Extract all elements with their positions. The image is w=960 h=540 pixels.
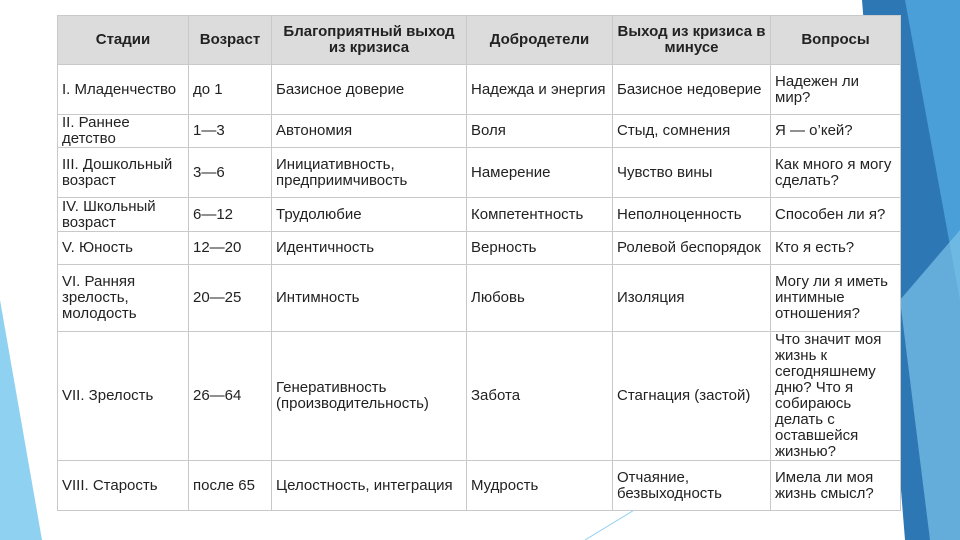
- cell-virtue: Компетентность: [467, 198, 613, 232]
- table-header-row: [58, 16, 901, 65]
- cell-positive: Инициативность, предприимчивость: [272, 148, 467, 198]
- table-row: [58, 265, 901, 332]
- cell-virtue: Намерение: [467, 148, 613, 198]
- cell-negative: Неполноценность: [613, 198, 771, 232]
- cell-question: Имела ли моя жизнь смысл?: [771, 461, 901, 511]
- cell-positive: Базисное доверие: [272, 65, 467, 115]
- cell-stage: V. Юность: [58, 232, 189, 265]
- cell-virtue: Воля: [467, 115, 613, 148]
- cell-age: до 1: [189, 65, 272, 115]
- left-light-facet: [0, 300, 42, 540]
- cell-age: 26—64: [189, 332, 272, 461]
- table-row: [58, 332, 901, 461]
- cell-stage: VIII. Старость: [58, 461, 189, 511]
- cell-virtue: Надежда и энергия: [467, 65, 613, 115]
- cell-negative: Базисное недоверие: [613, 65, 771, 115]
- cell-age: 12—20: [189, 232, 272, 265]
- cell-question: Я — о’кей?: [771, 115, 901, 148]
- cell-positive: Целостность, интеграция: [272, 461, 467, 511]
- cell-negative: Ролевой беспорядок: [613, 232, 771, 265]
- cell-age: 1—3: [189, 115, 272, 148]
- header-questions: Вопросы: [771, 16, 901, 65]
- erikson-stages-table: [57, 15, 901, 511]
- cell-positive: Интимность: [272, 265, 467, 332]
- table-row: [58, 65, 901, 115]
- cell-virtue: Любовь: [467, 265, 613, 332]
- cell-virtue: Забота: [467, 332, 613, 461]
- cell-question: Как много я могу сделать?: [771, 148, 901, 198]
- cell-age: 20—25: [189, 265, 272, 332]
- cell-age: 3—6: [189, 148, 272, 198]
- cell-age: после 65: [189, 461, 272, 511]
- cell-question: Надежен ли мир?: [771, 65, 901, 115]
- cell-stage: II. Раннее детство: [58, 115, 189, 148]
- cell-age: 6—12: [189, 198, 272, 232]
- header-age: Возраст: [189, 16, 272, 65]
- cell-virtue: Мудрость: [467, 461, 613, 511]
- header-positive-outcome: Благоприятный выход из кризиса: [272, 16, 467, 65]
- cell-positive: Трудолюбие: [272, 198, 467, 232]
- header-stage: Стадии: [58, 16, 189, 65]
- cell-negative: Стыд, сомнения: [613, 115, 771, 148]
- cell-negative: Стагнация (застой): [613, 332, 771, 461]
- table-row: [58, 461, 901, 511]
- cell-stage: VII. Зрелость: [58, 332, 189, 461]
- cell-negative: Изоляция: [613, 265, 771, 332]
- cell-positive: Генеративность (производительность): [272, 332, 467, 461]
- cell-question: Что значит моя жизнь к сегодняшнему дню? Что я собираюсь делать с оставшейся жизнью?: [771, 332, 901, 461]
- cell-negative: Чувство вины: [613, 148, 771, 198]
- cell-positive: Идентичность: [272, 232, 467, 265]
- cell-stage: VI. Ранняя зрелость, молодость: [58, 265, 189, 332]
- cell-positive: Автономия: [272, 115, 467, 148]
- cell-question: Кто я есть?: [771, 232, 901, 265]
- header-negative-outcome: Выход из кризиса в минусе: [613, 16, 771, 65]
- table-row: [58, 148, 901, 198]
- cell-negative: Отчаяние, безвыходность: [613, 461, 771, 511]
- table-row: [58, 232, 901, 265]
- cell-virtue: Верность: [467, 232, 613, 265]
- cell-question: Способен ли я?: [771, 198, 901, 232]
- cell-stage: IV. Школьный возраст: [58, 198, 189, 232]
- cell-stage: I. Младенчество: [58, 65, 189, 115]
- table-row: [58, 198, 901, 232]
- table-row: [58, 115, 901, 148]
- cell-question: Могу ли я иметь интимные отношения?: [771, 265, 901, 332]
- header-virtues: Добродетели: [467, 16, 613, 65]
- cell-stage: III. Дошкольный возраст: [58, 148, 189, 198]
